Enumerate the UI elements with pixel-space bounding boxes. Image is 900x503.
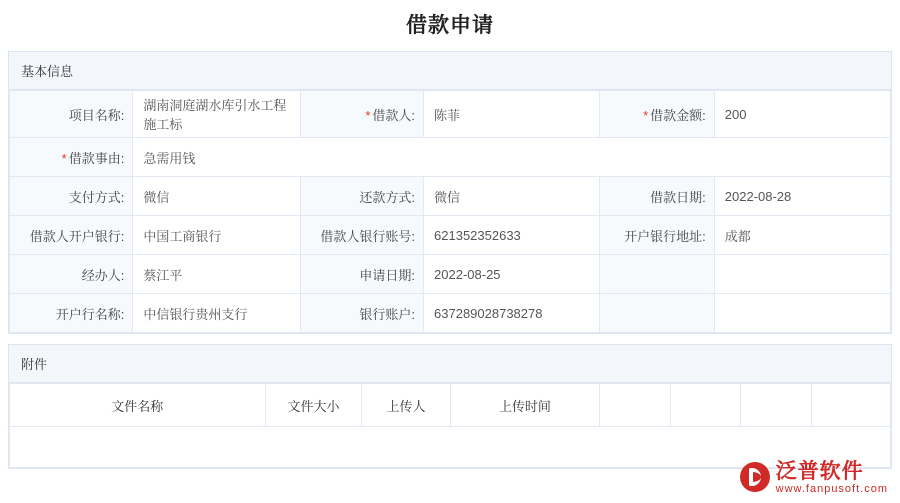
table-row [10, 255, 891, 294]
field-value-loan-amount[interactable]: 200 [714, 91, 890, 138]
handler-label: 经办人: [81, 267, 125, 283]
field-value-empty-1 [714, 255, 890, 294]
field-label-payment-method [10, 177, 133, 216]
project-name-label: 项目名称: [68, 107, 125, 123]
field-label-bank-account [300, 294, 423, 333]
field-value-borrower-bank[interactable]: 中国工商银行 [133, 216, 300, 255]
payment-method-label: 支付方式: [68, 189, 125, 205]
apply-date-label: 申请日期: [359, 267, 416, 283]
field-label-empty-2 [600, 294, 715, 333]
field-value-bank-address[interactable]: 成都 [714, 216, 890, 255]
column-header-extra-2 [670, 384, 740, 427]
field-value-payment-method[interactable]: 微信 [133, 177, 300, 216]
field-value-loan-reason[interactable]: 急需用钱 [133, 138, 891, 177]
bank-address-label: 开户银行地址: [624, 228, 706, 244]
field-value-handler[interactable]: 蔡江平 [133, 255, 300, 294]
field-label-loan-date [600, 177, 715, 216]
column-header-extra-1 [600, 384, 670, 427]
field-label-loan-reason [10, 138, 133, 177]
borrower-account-label: 借款人银行账号: [320, 228, 416, 244]
attachment-header: 附件 [9, 345, 891, 383]
table-row [10, 138, 891, 177]
field-value-bank-account[interactable]: 637289028738278 [424, 294, 600, 333]
field-value-apply-date[interactable]: 2022-08-25 [424, 255, 600, 294]
field-value-repayment-method[interactable]: 微信 [424, 177, 600, 216]
field-value-loan-date[interactable]: 2022-08-28 [714, 177, 890, 216]
loan-amount-label: 借款金额: [650, 107, 706, 123]
field-value-empty-2 [714, 294, 890, 333]
table-row [10, 216, 891, 255]
field-label-apply-date [300, 255, 423, 294]
attachment-panel [8, 344, 892, 469]
attachment-empty-cell [10, 427, 891, 468]
table-row [10, 294, 891, 333]
required-marker-icon: * [61, 150, 67, 166]
field-label-borrower-bank [10, 216, 133, 255]
field-value-bank-branch-name[interactable]: 中信银行贵州支行 [133, 294, 300, 333]
loan-reason-label: 借款事由: [68, 150, 125, 166]
table-row [10, 177, 891, 216]
loan-date-label: 借款日期: [650, 189, 706, 205]
column-header-upload-time[interactable]: 上传时间 [450, 384, 600, 427]
basic-info-header: 基本信息 [9, 52, 891, 90]
bank-branch-name-label: 开户行名称: [55, 306, 125, 322]
required-marker-icon: * [643, 107, 649, 123]
table-row [10, 91, 891, 138]
field-value-borrower[interactable]: 陈菲 [424, 91, 600, 138]
attachment-table [9, 383, 891, 468]
column-header-file-size[interactable]: 文件大小 [265, 384, 362, 427]
bank-account-label: 银行账户: [359, 306, 416, 322]
field-label-loan-amount [600, 91, 715, 138]
page-title: 借款申请 [406, 14, 494, 37]
borrower-bank-label: 借款人开户银行: [29, 228, 125, 244]
column-header-extra-3 [741, 384, 811, 427]
field-label-bank-address [600, 216, 715, 255]
field-value-project-name[interactable]: 湖南洞庭湖水库引水工程施工标 [133, 91, 300, 138]
field-label-repayment-method [300, 177, 423, 216]
attachment-empty-row [10, 427, 891, 468]
field-label-handler [10, 255, 133, 294]
column-header-file-name[interactable]: 文件名称 [10, 384, 266, 427]
repayment-method-label: 还款方式: [359, 189, 416, 205]
column-header-uploader[interactable]: 上传人 [362, 384, 450, 427]
company-url: www.fanpusoft.com [775, 482, 888, 495]
field-label-project-name [10, 91, 133, 138]
company-name: 泛普软件 [775, 459, 864, 483]
attachment-header-row [10, 384, 891, 427]
field-label-borrower-account [300, 216, 423, 255]
borrower-label: 借款人: [372, 107, 416, 123]
field-label-borrower [300, 91, 423, 138]
field-value-borrower-account[interactable]: 621352352633 [424, 216, 600, 255]
column-header-extra-4 [811, 384, 890, 427]
basic-info-panel [8, 51, 892, 334]
field-label-bank-branch-name [10, 294, 133, 333]
required-marker-icon: * [365, 107, 371, 123]
basic-info-table [9, 90, 891, 333]
field-label-empty-1 [600, 255, 715, 294]
